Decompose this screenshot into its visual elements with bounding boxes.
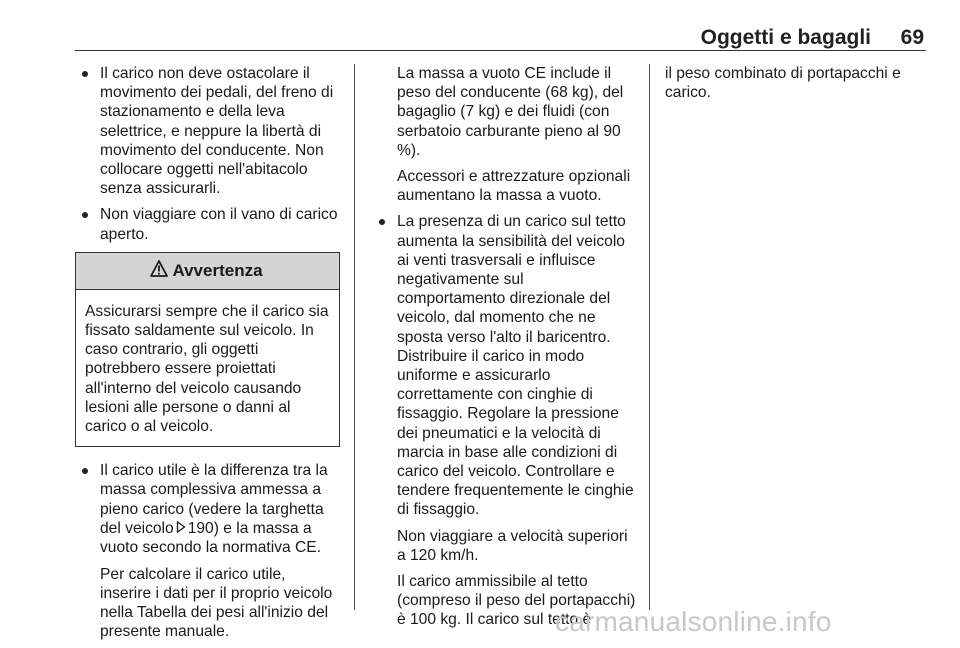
column-left — [75, 64, 340, 648]
bullet-icon — [82, 212, 88, 218]
page-header — [75, 24, 926, 51]
page-reference-link[interactable]: 190 — [187, 519, 214, 537]
column-right — [665, 64, 930, 109]
list-item-text: Per calcolare il carico utile, inserire i dati per il proprio veicolo nella Tabella dei pesi all'inizio del presente manuale. — [100, 565, 333, 641]
list-item — [75, 64, 340, 198]
watermark: carmanualsonline.info — [555, 606, 832, 637]
list-item-text — [100, 461, 340, 557]
warning-text: Assicurarsi sempre che il carico sia fissato saldamente sul veicolo. In caso contrario, gli oggetti potrebbero essere proiettati all'interno del veicolo causando lesioni alle persone o danni al carico o al veicolo. — [85, 302, 329, 436]
list-item-text: Non viaggiare con il vano di carico aperto. — [100, 206, 338, 243]
bullet-icon — [82, 468, 88, 474]
column-middle — [372, 64, 636, 637]
text-span: ) e la massa a vuoto secondo la normativa CE. — [100, 519, 322, 557]
list-item — [75, 461, 340, 641]
warning-header — [76, 253, 339, 290]
bullet-icon — [82, 71, 88, 77]
paragraph: il peso combinato di portapacchi e carico. — [665, 65, 901, 102]
list-item-text: Il carico ammissibile al tetto (compreso il peso del portapacchi) è 100 kg. Il carico sul tetto è — [397, 573, 636, 629]
paragraph: Accessori e attrezzature opzionali aumentano la massa a vuoto. — [397, 168, 631, 205]
bullet-icon — [379, 219, 385, 225]
page-number: 69 — [900, 26, 924, 49]
text-span: Il carico utile è la differenza tra la massa complessiva ammessa a pieno carico (vedere la targhetta del veicolo — [100, 462, 328, 537]
list-item-text: La presenza di un carico sul tetto aumenta la sensibilità del veicolo ai venti trasversali e influisce negativamente sul comportamento direzionale del veicolo, dal momento che ne sposta verso l'alto il baricentro. Distribuire il carico in modo uniforme e assicurarlo correttamente con cinghie di fissaggio. Regolare la pressione dei pneumatici e la velocità di marcia in base alle condizioni di carico del veicolo. Controllare e tendere frequentemente le cinghie di fissaggio. — [397, 213, 634, 519]
list-item — [372, 212, 636, 629]
section-title: Oggetti e bagagli — [700, 26, 871, 49]
column-divider — [354, 64, 355, 610]
warning-box — [75, 252, 340, 447]
list-item-text: Non viaggiare a velocità superiori a 120 km/h. — [397, 527, 628, 564]
page-reference-arrow-icon — [176, 519, 186, 538]
column-divider — [649, 64, 650, 610]
list-item — [75, 205, 340, 243]
warning-title: Avvertenza — [172, 261, 263, 281]
list-item-text: Il carico non deve ostacolare il movimento dei pedali, del freno di stazionamento e della leva selettrice, e neppure la libertà di movimento del conducente. Non collocare oggetti nell'abitacolo senza assicurarli. — [100, 65, 334, 198]
paragraph: La massa a vuoto CE include il peso del conducente (68 kg), del bagaglio (7 kg) e dei fluidi (con serbatoio carburante pieno al 90 %). — [397, 65, 624, 159]
